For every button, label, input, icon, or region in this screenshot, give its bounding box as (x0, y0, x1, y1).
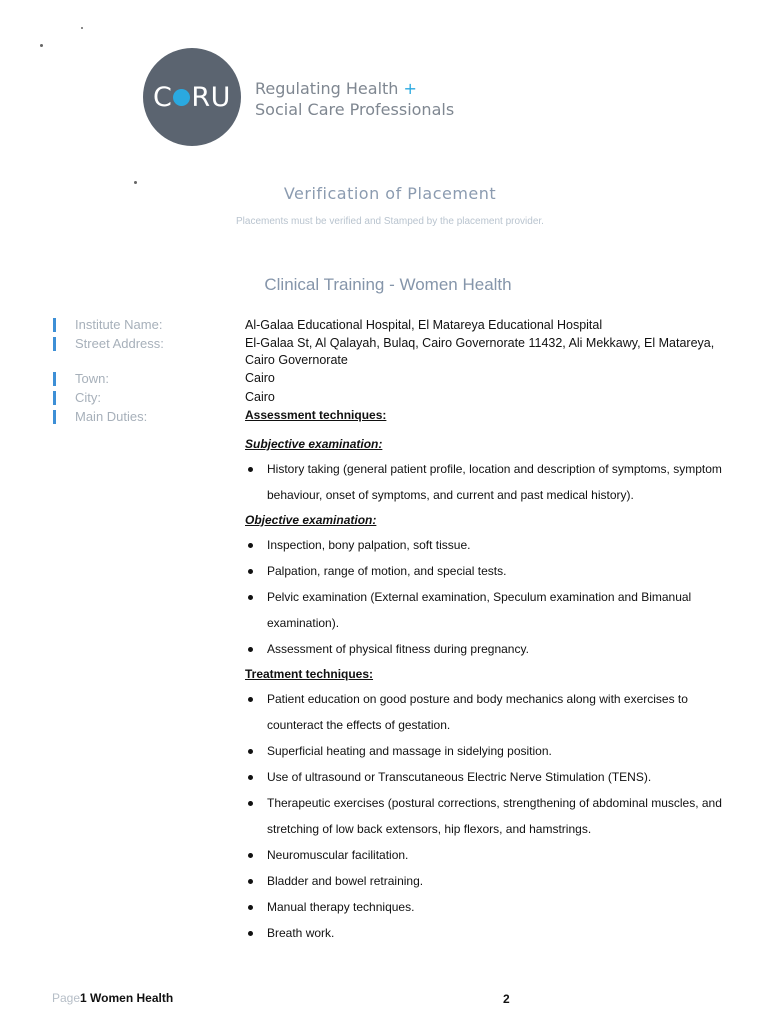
section-title: Clinical Training - Women Health (264, 275, 512, 294)
bullet-icon (248, 569, 253, 574)
plus-icon: + (403, 79, 417, 98)
bullet-icon (248, 647, 253, 652)
city-value: Cairo (245, 390, 275, 404)
logo-dot-icon (173, 89, 190, 106)
bullet-icon (248, 595, 253, 600)
list-item: Neuromuscular facilitation. (245, 842, 745, 868)
document-subtitle: Placements must be verified and Stamped by the placement provider. (236, 216, 544, 227)
list-item: Pelvic examination (External examination, Speculum examination and Bimanual examination). (245, 584, 737, 636)
list-item: Manual therapy techniques. (245, 894, 745, 920)
bullet-icon (248, 467, 253, 472)
bullet-icon (248, 931, 253, 936)
logo-mark: C RU (153, 81, 231, 113)
list-item: Breath work. (245, 920, 745, 946)
town-label: Town: (53, 371, 109, 387)
bullet-icon (248, 853, 253, 858)
bullet-icon (248, 543, 253, 548)
assessment-heading: Assessment techniques: (245, 408, 387, 422)
treatment-heading: Treatment techniques: (245, 667, 374, 681)
coru-logo (143, 48, 241, 146)
footer-page-text: 1 Women Health (80, 991, 174, 1005)
footer-page-label (52, 991, 173, 1005)
list-item: Bladder and bowel retraining. (245, 868, 745, 894)
list-item: Palpation, range of motion, and special tests. (245, 558, 745, 584)
list-item: Patient education on good posture and body mechanics along with exercises to counteract the effects of gestation. (245, 686, 737, 738)
duties-label: Main Duties: (53, 409, 147, 425)
street-label: Street Address: (53, 336, 164, 352)
objective-heading: Objective examination: (245, 513, 377, 527)
document-title: Verification of Placement (283, 184, 497, 203)
list-item: Use of ultrasound or Transcutaneous Electric Nerve Stimulation (TENS). (245, 764, 745, 790)
bullet-icon (248, 749, 253, 754)
list-item: Assessment of physical fitness during pregnancy. (245, 636, 745, 662)
footer-page-number: 2 (503, 992, 510, 1006)
bullet-icon (248, 879, 253, 884)
logo-tagline (255, 78, 454, 120)
bullet-icon (248, 775, 253, 780)
bullet-icon (248, 697, 253, 702)
bullet-icon (248, 801, 253, 806)
bullet-icon (248, 905, 253, 910)
logo-line1: Regulating Health (255, 79, 399, 98)
subjective-heading: Subjective examination: (245, 437, 383, 451)
city-label: City: (53, 390, 101, 406)
logo-line2: Social Care Professionals (255, 100, 455, 119)
institute-label: Institute Name: (53, 317, 162, 333)
street-value: El-Galaa St, Al Qalayah, Bulaq, Cairo Governorate 11432, Ali Mekkawy, El Matareya, Cairo Governorate (245, 336, 715, 367)
scan-speck (81, 27, 83, 29)
main-duties (245, 407, 745, 946)
objective-list (245, 532, 745, 662)
subjective-list (245, 456, 745, 508)
list-item: Superficial heating and massage in sidelying position. (245, 738, 745, 764)
treatment-list (245, 686, 745, 946)
footer-page-prefix: Page (52, 991, 81, 1005)
institute-value: Al-Galaa Educational Hospital, El Matareya Educational Hospital (245, 318, 603, 332)
list-item: History taking (general patient profile, location and description of symptoms, symptom behaviour, onset of symptoms, and current and past medical history). (245, 456, 737, 508)
list-item: Therapeutic exercises (postural corrections, strengthening of abdominal muscles, and stretching of low back extensors, hip flexors, and hamstrings. (245, 790, 742, 842)
list-item: Inspection, bony palpation, soft tissue. (245, 532, 745, 558)
scan-speck (40, 44, 43, 47)
town-value: Cairo (245, 371, 275, 385)
